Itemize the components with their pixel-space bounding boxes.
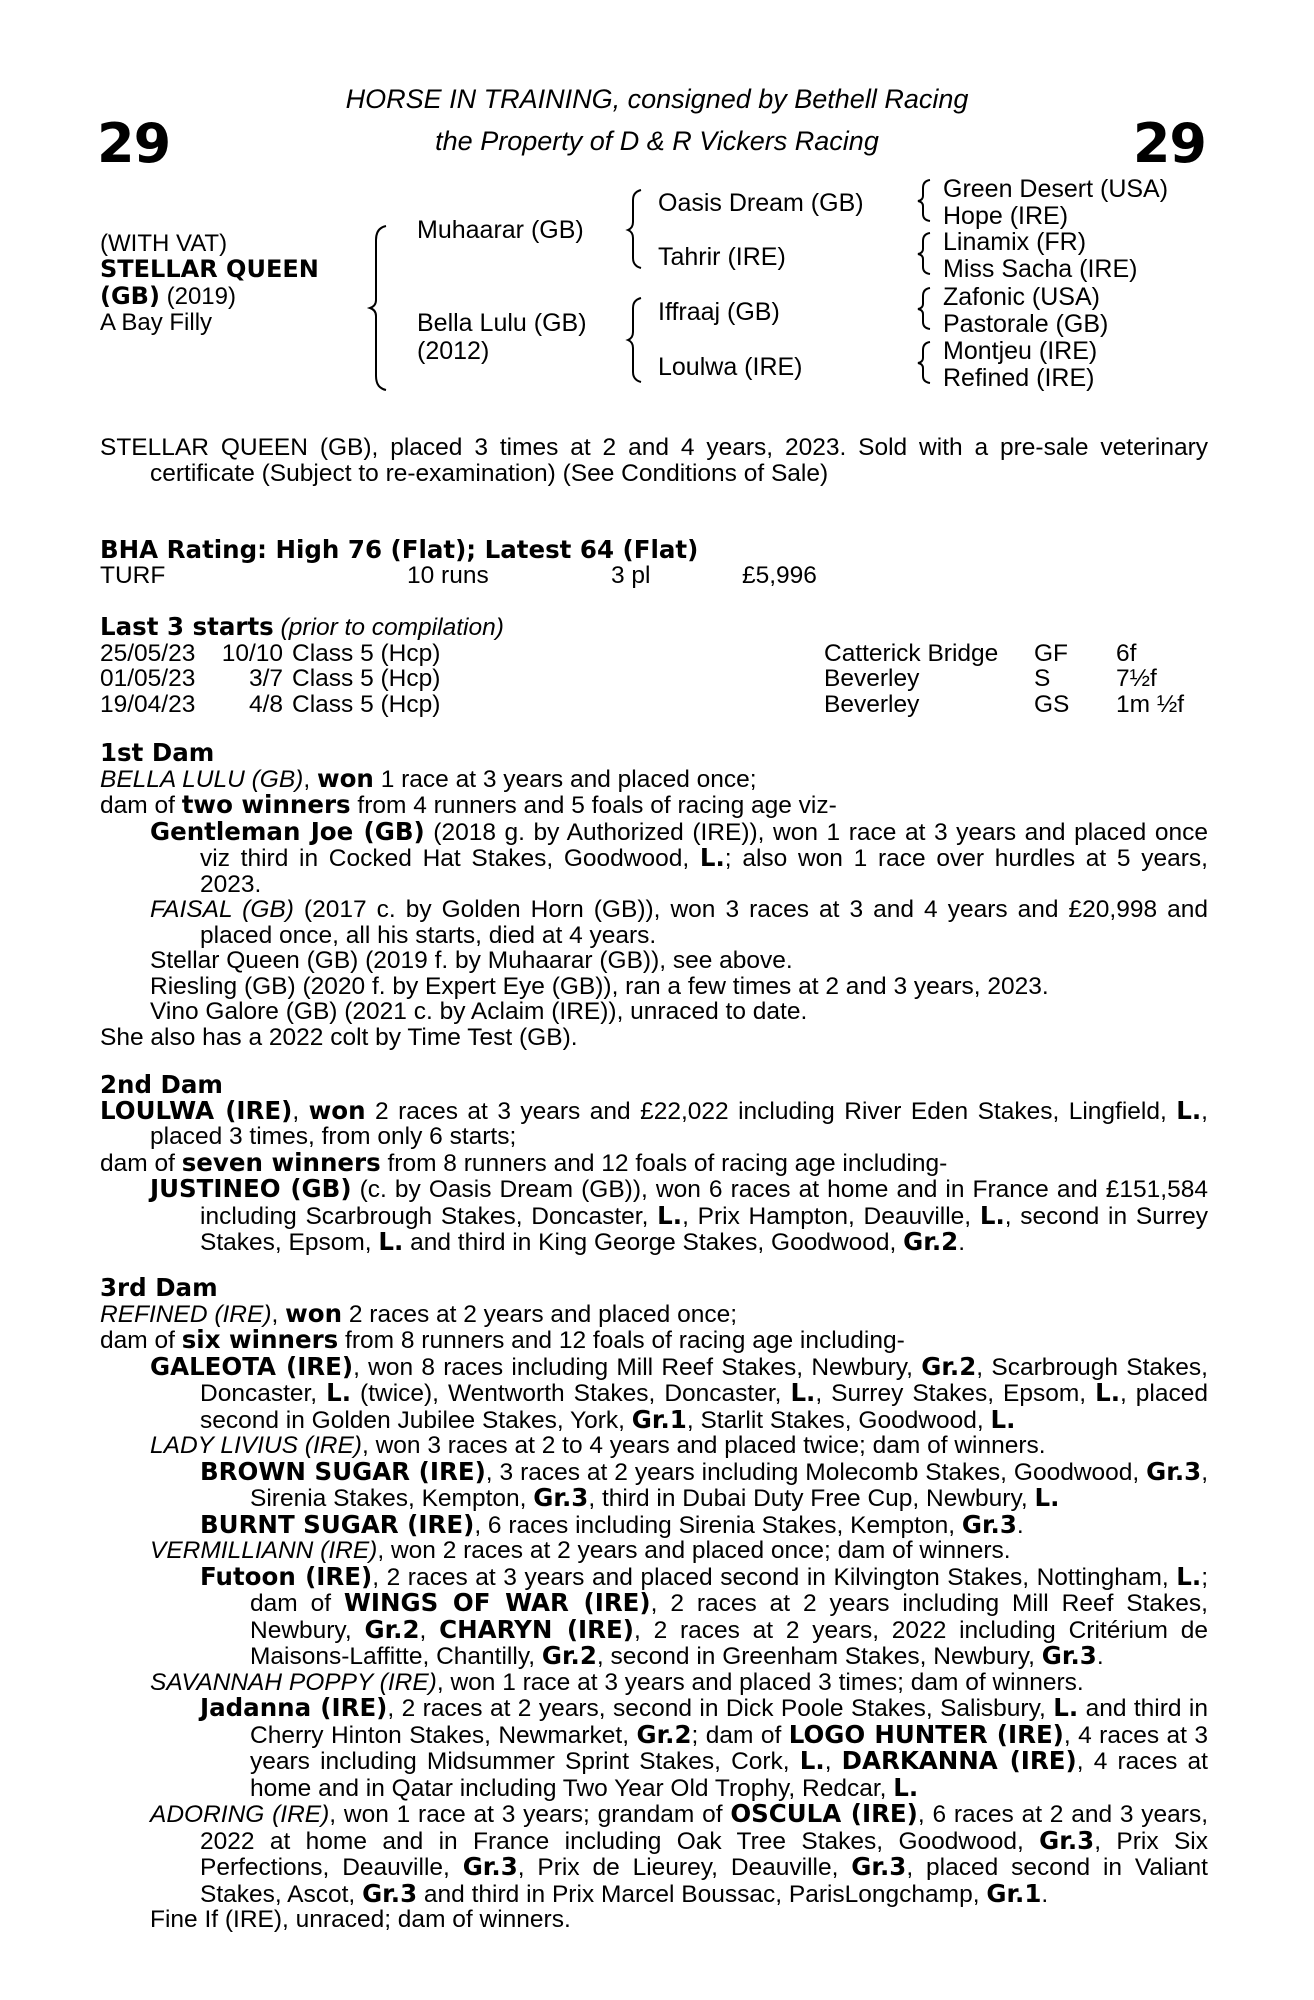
produce-entry: [100, 1351, 1208, 1434]
gen3-7: Montjeu (IRE): [943, 337, 1098, 365]
text: .: [1041, 1880, 1049, 1908]
rating-surface: TURF: [100, 561, 166, 589]
summary-text: STELLAR QUEEN (GB), placed 3 times at 2 and 4 years, 2023. Sold with a pre-sale veterinary certificate (Subject to re-examination) (See Conditions of Sale): [100, 434, 1208, 487]
last-starts-title: Last 3 starts: [100, 612, 274, 641]
start-date: 01/05/23: [100, 665, 196, 692]
produce-name: OSCULA (IRE): [730, 1799, 918, 1828]
lot-number-left: 29: [97, 112, 171, 175]
start-distance: 1m ½f: [1116, 690, 1185, 718]
winners-count: six winners: [181, 1325, 339, 1354]
text: , placed second in Valiant Stakes, Ascot,: [200, 1854, 1208, 1908]
start-course: Beverley: [824, 665, 920, 692]
start-going: GF: [1034, 639, 1069, 667]
text: ; dam of: [691, 1721, 789, 1749]
rating-section: [100, 537, 1208, 588]
pedigree-brackets: [0, 0, 1314, 420]
text: ; dam of: [250, 1563, 1208, 1617]
produce-note: She also has a 2022 colt by Time Test (GB).: [100, 1023, 578, 1051]
text: dam of: [100, 1149, 182, 1177]
grade: Gr.3: [462, 1852, 518, 1881]
winners-count: seven winners: [181, 1147, 381, 1177]
grade: L.: [699, 843, 725, 872]
text: , 2 races at 2 years, second in Dick Poole Stakes, Salisbury,: [387, 1695, 1054, 1722]
produce-entry: [100, 1801, 1208, 1907]
rating-record: [100, 563, 1208, 589]
grade: L.: [790, 1378, 816, 1407]
produce-entry: Fine If (IRE), unraced; dam of winners.: [150, 1906, 571, 1933]
grand-produce-entry: [100, 1509, 1208, 1539]
grade: L.: [990, 1404, 1016, 1434]
third-dam-produce-line: [100, 1327, 1208, 1354]
text: and third in Cherry Hinton Stakes, Newmarket,: [250, 1695, 1209, 1749]
second-dam-line: [100, 1095, 1208, 1150]
produce-entry: [100, 1176, 1208, 1256]
text: (2017 c. by Golden Horn (GB)), won 3 races at 3 and 4 years and £20,998 and placed once, all his starts, died at 4 years.: [200, 896, 1208, 949]
produce-entry: Vino Galore (GB) (2021 c. by Aclaim (IRE)), unraced to date.: [150, 998, 808, 1025]
grade: Gr.2: [541, 1641, 597, 1670]
text: and third in Prix Marcel Boussac, ParisLongchamp,: [417, 1880, 987, 1908]
gen3-4: Miss Sacha (IRE): [943, 255, 1138, 283]
text: , Scarbrough Stakes, Doncaster,: [200, 1353, 1208, 1407]
sire-dam: Tahrir (IRE): [658, 243, 786, 271]
consignor-line: HORSE IN TRAINING, consigned by Bethell Racing: [345, 84, 969, 114]
text: , 4 races at home and in Qatar including Two Year Old Trophy, Redcar,: [250, 1748, 1208, 1802]
third-dam-title: 3rd Dam: [100, 1273, 218, 1302]
second-dam-section: [100, 1072, 1208, 1256]
text: , 2 races at 2 years, 2022 including Critérium de Maisons-Laffitte, Chantilly,: [250, 1616, 1208, 1670]
grade: Gr.3: [1039, 1825, 1095, 1855]
won-label: won: [285, 1298, 343, 1328]
text: , Prix Hampton, Deauville,: [682, 1202, 980, 1230]
produce-entry: Stellar Queen (GB) (2019 f. by Muhaarar (GB)), see above.: [150, 947, 793, 974]
text: 2 races at 2 years and placed once;: [342, 1300, 738, 1328]
produce-entry: Riesling (GB) (2020 f. by Expert Eye (GB)), ran a few times at 2 and 3 years, 2023.: [150, 972, 1049, 1000]
dam-year: (2012): [417, 337, 490, 365]
text: ,: [303, 765, 317, 793]
grade: L.: [799, 1746, 825, 1775]
last-starts-heading: [100, 614, 1208, 641]
text: ,: [419, 1616, 440, 1644]
gen3-6: Pastorale (GB): [943, 310, 1109, 338]
first-dam-section: [100, 740, 1208, 1050]
text: .: [1016, 1511, 1024, 1539]
produce-name: WINGS OF WAR (IRE): [343, 1588, 651, 1617]
won-label: won: [316, 763, 374, 793]
start-going: S: [1034, 665, 1051, 692]
grade: Gr.3: [1041, 1641, 1097, 1670]
produce-name: FAISAL (GB): [150, 896, 294, 923]
rating-title: BHA Rating: High 76 (Flat); Latest 64 (Flat): [100, 535, 699, 564]
horse-origin: (GB): [100, 282, 160, 310]
produce-entry: [100, 1538, 1208, 1564]
grade: L.: [1095, 1378, 1120, 1407]
grade: Gr.3: [533, 1483, 589, 1512]
grade: Gr.3: [961, 1509, 1017, 1539]
grade: L.: [1034, 1483, 1060, 1512]
text: .: [958, 1229, 966, 1256]
text: from 4 runners and 5 foals of racing age viz-: [350, 792, 837, 819]
text: , Surrey Stakes, Epsom,: [815, 1380, 1096, 1407]
start-date: 19/04/23: [100, 690, 196, 718]
produce-name: Gentleman Joe (GB): [150, 816, 425, 846]
text: , 2 races at 3 years and placed second in Kilvington Stakes, Nottingham,: [372, 1563, 1177, 1591]
grade: L.: [326, 1378, 352, 1407]
start-date: 25/05/23: [100, 639, 196, 667]
third-dam-line: [100, 1298, 1208, 1328]
grade: Gr.3: [1146, 1456, 1202, 1486]
grade: Gr.2: [921, 1351, 977, 1381]
text: , won 3 races at 2 to 4 years and placed twice; dam of winners.: [361, 1432, 1046, 1459]
produce-entry: [100, 816, 1208, 898]
text: dam of: [100, 792, 182, 819]
won-label: won: [308, 1095, 366, 1125]
produce-name: BROWN SUGAR (IRE): [200, 1456, 486, 1486]
start-course: Catterick Bridge: [824, 639, 999, 667]
start-position: 10/10: [221, 639, 283, 667]
gen3-1: Green Desert (USA): [943, 175, 1169, 203]
produce-name: GALEOTA (IRE): [150, 1351, 354, 1381]
start-going: GS: [1034, 690, 1070, 718]
dam-name: BELLA LULU (GB): [100, 765, 304, 793]
dam-name: REFINED (IRE): [100, 1300, 272, 1328]
text: , placed 3 times, from only 6 starts;: [150, 1097, 1208, 1150]
horse-year: (2019): [159, 283, 236, 310]
horse-description: A Bay Filly: [100, 309, 213, 336]
produce-entry: [100, 1433, 1208, 1459]
start-class: Class 5 (Hcp): [292, 665, 441, 692]
dam-sire: Iffraaj (GB): [658, 298, 780, 326]
grade: L.: [1176, 1095, 1202, 1125]
text: ,: [271, 1300, 286, 1328]
grade: Gr.2: [636, 1719, 692, 1749]
produce-name: LADY LIVIUS (IRE): [150, 1432, 362, 1459]
produce-name: SAVANNAH POPPY (IRE): [150, 1668, 437, 1696]
text: (2018 g. by Authorized (IRE)), won 1 race at 3 years and placed once viz third in Cocked Hat Stakes, Goodwood,: [200, 818, 1208, 872]
grade: Gr.3: [851, 1852, 907, 1881]
grade: L.: [1176, 1561, 1202, 1591]
start-course: Beverley: [824, 690, 920, 718]
start-class: Class 5 (Hcp): [292, 690, 441, 718]
start-position: 4/8: [248, 690, 283, 718]
text: , won 8 races including Mill Reef Stakes, Newbury,: [353, 1353, 922, 1381]
gen3-8: Refined (IRE): [943, 364, 1095, 392]
produce-name: CHARYN (IRE): [439, 1614, 634, 1644]
text: and third in King George Stakes, Goodwood,: [403, 1229, 904, 1256]
last-starts-note: (prior to compilation): [273, 614, 504, 641]
text: , second in Greenham Stakes, Newbury,: [596, 1643, 1042, 1670]
text: , placed second in Golden Jubilee Stakes, York,: [200, 1380, 1208, 1434]
text: .: [1096, 1643, 1104, 1670]
produce-name: DARKANNA (IRE): [841, 1746, 1077, 1775]
property-line: the Property of D & R Vickers Racing: [435, 126, 879, 156]
summary: [100, 435, 1208, 486]
text: , 2 races at 2 years including Mill Reef Stakes, Newbury,: [250, 1590, 1208, 1644]
start-distance: 7½f: [1116, 665, 1157, 692]
text: from 8 runners and 12 foals of racing age including-: [338, 1327, 905, 1354]
text: , 6 races including Sirenia Stakes, Kempton,: [474, 1511, 962, 1539]
produce-entry: [100, 1670, 1208, 1696]
text: ,: [292, 1097, 309, 1125]
text: ; also won 1 race over hurdles at 5 years, 2023.: [200, 845, 1208, 898]
first-dam-title: 1st Dam: [100, 738, 215, 767]
grade: Gr.1: [986, 1878, 1042, 1908]
horse-name: STELLAR QUEEN: [100, 255, 319, 283]
produce-name: LOGO HUNTER (IRE): [788, 1719, 1064, 1749]
second-dam-produce-line: [100, 1147, 1208, 1177]
last-starts-section: [100, 614, 1208, 717]
text: (c. by Oasis Dream (GB)), won 6 races at home and in France and £151,584 including Scarbrough Stakes, Doncaster,: [200, 1176, 1208, 1230]
start-distance: 6f: [1116, 639, 1137, 667]
grade: Gr.2: [903, 1227, 959, 1256]
text: 2 races at 3 years and £22,022 including River Eden Stakes, Lingfield,: [365, 1097, 1177, 1125]
winners-count: two winners: [181, 790, 351, 819]
grade: Gr.1: [631, 1404, 687, 1434]
dam-name: LOULWA (IRE): [100, 1095, 293, 1125]
produce-name: BURNT SUGAR (IRE): [200, 1509, 475, 1539]
rating-earnings: £5,996: [742, 561, 817, 589]
text: from 8 runners and 12 foals of racing age including-: [380, 1149, 948, 1177]
first-dam-produce-line: [100, 792, 1208, 819]
start-position: 3/7: [248, 665, 283, 692]
dam: Bella Lulu (GB): [417, 309, 587, 337]
grand-produce-entry: [100, 1561, 1208, 1670]
grade: L.: [893, 1772, 919, 1802]
produce-name: ADORING (IRE): [150, 1801, 330, 1828]
text: , 3 races at 2 years including Molecomb Stakes, Goodwood,: [485, 1458, 1147, 1486]
text: , 6 races at 2 and 3 years, 2022 at home and in France including Oak Tree Stakes, Goodwood,: [200, 1801, 1208, 1855]
text: , won 1 race at 3 years; grandam of: [329, 1801, 731, 1828]
produce-name: VERMILLIANN (IRE): [150, 1537, 378, 1564]
vat-note: (WITH VAT): [100, 230, 228, 257]
grade: L.: [657, 1200, 683, 1230]
second-dam-title: 2nd Dam: [100, 1070, 223, 1099]
grade: Gr.2: [364, 1614, 420, 1644]
produce-name: Jadanna (IRE): [200, 1693, 388, 1722]
text: , Starlit Stakes, Goodwood,: [686, 1406, 991, 1434]
text: , Sirenia Stakes, Kempton,: [250, 1458, 1209, 1512]
sire: Muhaarar (GB): [417, 216, 584, 244]
text: , second in Surrey Stakes, Epsom,: [200, 1202, 1209, 1256]
text: , third in Dubai Duty Free Cup, Newbury,: [588, 1485, 1035, 1512]
third-dam-section: [100, 1275, 1208, 1933]
gen3-3: Linamix (FR): [943, 228, 1087, 256]
grand-produce-entry: [100, 1695, 1208, 1801]
text: , 4 races at 3 years including Midsummer Sprint Stakes, Cork,: [250, 1721, 1208, 1775]
produce-name: JUSTINEO (GB): [150, 1174, 352, 1203]
text: , won 1 race at 3 years and placed 3 times; dam of winners.: [436, 1668, 1084, 1696]
grade: Gr.3: [362, 1878, 418, 1908]
grade: L.: [1053, 1693, 1079, 1722]
start-row: [100, 692, 1208, 718]
rating-placed: 3 pl: [611, 561, 651, 589]
text: , Prix de Lieurey, Deauville,: [517, 1854, 852, 1881]
grand-produce-entry: [100, 1456, 1209, 1512]
lot-number-right: 29: [1132, 112, 1206, 175]
text: ,: [824, 1748, 842, 1775]
text: 1 race at 3 years and placed once;: [373, 765, 757, 793]
start-class: Class 5 (Hcp): [292, 639, 441, 667]
dam-dam: Loulwa (IRE): [658, 353, 803, 381]
first-dam-line: [100, 763, 1208, 793]
produce-name: Futoon (IRE): [200, 1561, 373, 1591]
grade: L.: [378, 1227, 404, 1256]
sire-sire: Oasis Dream (GB): [658, 189, 864, 217]
text: (twice), Wentworth Stakes, Doncaster,: [351, 1380, 791, 1407]
grade: L.: [979, 1200, 1005, 1230]
start-row: [100, 641, 1208, 667]
text: dam of: [100, 1327, 182, 1354]
rating-runs: 10 runs: [407, 561, 489, 589]
produce-entry: [100, 897, 1208, 948]
gen3-2: Hope (IRE): [943, 202, 1069, 230]
start-row: [100, 666, 1208, 692]
gen3-5: Zafonic (USA): [943, 283, 1100, 311]
text: , Prix Six Perfections, Deauville,: [200, 1827, 1208, 1881]
text: , won 2 races at 2 years and placed once; dam of winners.: [377, 1537, 1011, 1564]
